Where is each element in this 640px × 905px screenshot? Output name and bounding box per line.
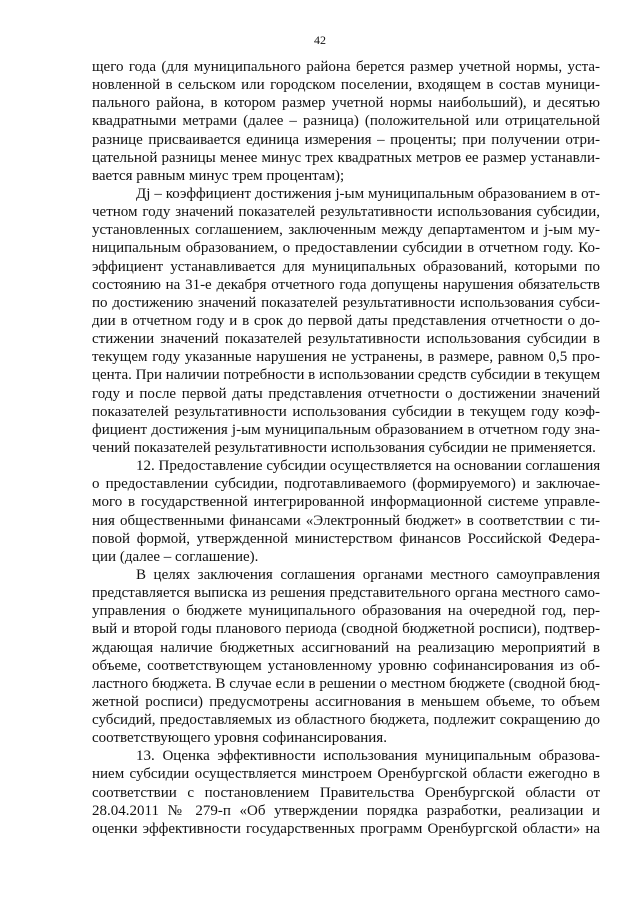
text-line: цента. При наличии потребности в использовании средств субсидии в текущем (92, 367, 600, 384)
text-line: управления о бюджете муниципального образования на очередной год, пер- (92, 603, 600, 620)
text-line: мого в государственной интегрированной информационной системе управле- (92, 494, 600, 511)
text-line: квадратными метрами (далее – разница) (положительной или отрицательной (92, 113, 600, 130)
text-line: субсидий, предоставляемых из областного бюджета, подлежит сокращению до (92, 712, 600, 729)
text-line: году и после первой даты представления отчетности о достижении значений (92, 385, 600, 402)
text-line: установленных соглашением, заключенным между департаментом и j-ым му- (92, 222, 600, 239)
paragraph (92, 58, 600, 185)
text-line: объеме, соответствующем установленному уровню софинансирования из об- (92, 657, 600, 674)
text-line: 28.04.2011 № 279-п «Об утверждении порядка разработки, реализации и (92, 802, 600, 819)
text-line: Дj – коэффициент достижения j-ым муниципальным образованием в от- (136, 185, 600, 202)
text-line: новленной в сельском или городском поселении, входящем в состав муници- (92, 77, 600, 94)
text-line: эффициент устанавливается для муниципальных образований, которыми по (92, 258, 600, 275)
text-line: показателей результативности использования субсидии в текущем году коэф- (92, 403, 600, 420)
text-line: разнице присваивается единица измерения – проценты; при получении отри- (92, 131, 600, 148)
text-line: цательной разницы менее минус трех квадратных метров ее размер устанавли- (92, 149, 600, 166)
text-line: состоянию на 31-е декабря отчетного года допущены нарушения обязательств (92, 276, 600, 293)
text-line: ния общественными финансами «Электронный бюджет» в соответствии с ти- (92, 512, 600, 529)
text-line: ции (далее – соглашение). (92, 548, 259, 565)
text-line: вается равным минус трем процентам); (92, 167, 345, 184)
text-line: пального района, в котором размер учетной нормы наибольший), и десятью (92, 95, 600, 112)
text-line: 13. Оценка эффективности использования муниципальным образова- (136, 748, 600, 765)
text-line: оценки эффективности государственных программ Оренбургской области» на (92, 820, 600, 837)
text-line: вый и второй годы планового периода (сводной бюджетной росписи), подтвер- (92, 621, 600, 638)
text-line: представляется выписка из решения представительного органа местного само- (92, 585, 600, 602)
text-line: 12. Предоставление субсидии осуществляется на основании соглашения (136, 458, 600, 475)
text-line: стижении значений показателей результативности использования субсидии в (92, 331, 600, 348)
text-line: нием субсидии осуществляется минстроем Оренбургской области ежегодно в (92, 766, 600, 783)
page-number: 42 (314, 33, 326, 47)
text-line: ниципальным образованием, о предоставлении субсидии в отчетном году. Ко- (92, 240, 600, 257)
text-line: соответствии с постановлением Правительства Оренбургской области от (92, 784, 600, 801)
text-line: о предоставлении субсидии, подготавливаемого (формируемого) и заключае- (92, 476, 600, 493)
paragraph (92, 747, 600, 838)
text-line: щего года (для муниципального района берется размер учетной нормы, уста- (92, 59, 600, 75)
document-body (92, 58, 600, 838)
text-line: жетной росписи) предусмотрены ассигнования в меньшем объеме, то объем (92, 693, 600, 710)
paragraph (92, 185, 600, 457)
text-line: фициент достижения j-ым муниципальным образованием в отчетном году зна- (92, 421, 600, 438)
text-line: по достижению значений показателей результативности использования субси- (92, 294, 600, 311)
paragraph (92, 566, 600, 747)
text-line: В целях заключения соглашения органами местного самоуправления (136, 566, 600, 583)
paragraph (92, 457, 600, 566)
text-line: четном году значений показателей результативности использования субсидии, (92, 204, 600, 221)
text-line: соответствующего уровня софинансирования. (92, 730, 387, 747)
text-line: дии в отчетном году и в срок до первой даты представления отчетности о до- (92, 312, 600, 329)
text-line: чений показателей результативности использования субсидии не применяется. (92, 439, 596, 456)
text-line: повой формой, утвержденной министерством финансов Российской Федера- (92, 530, 600, 547)
text-line: ластного бюджета. В случае если в решении о местном бюджете (сводной бюд- (92, 675, 600, 692)
text-line: ждающая наличие бюджетных ассигнований на реализацию мероприятий в (92, 639, 600, 656)
text-line: текущем году указанные нарушения не устранены, в размере, равном 0,5 про- (92, 349, 600, 366)
